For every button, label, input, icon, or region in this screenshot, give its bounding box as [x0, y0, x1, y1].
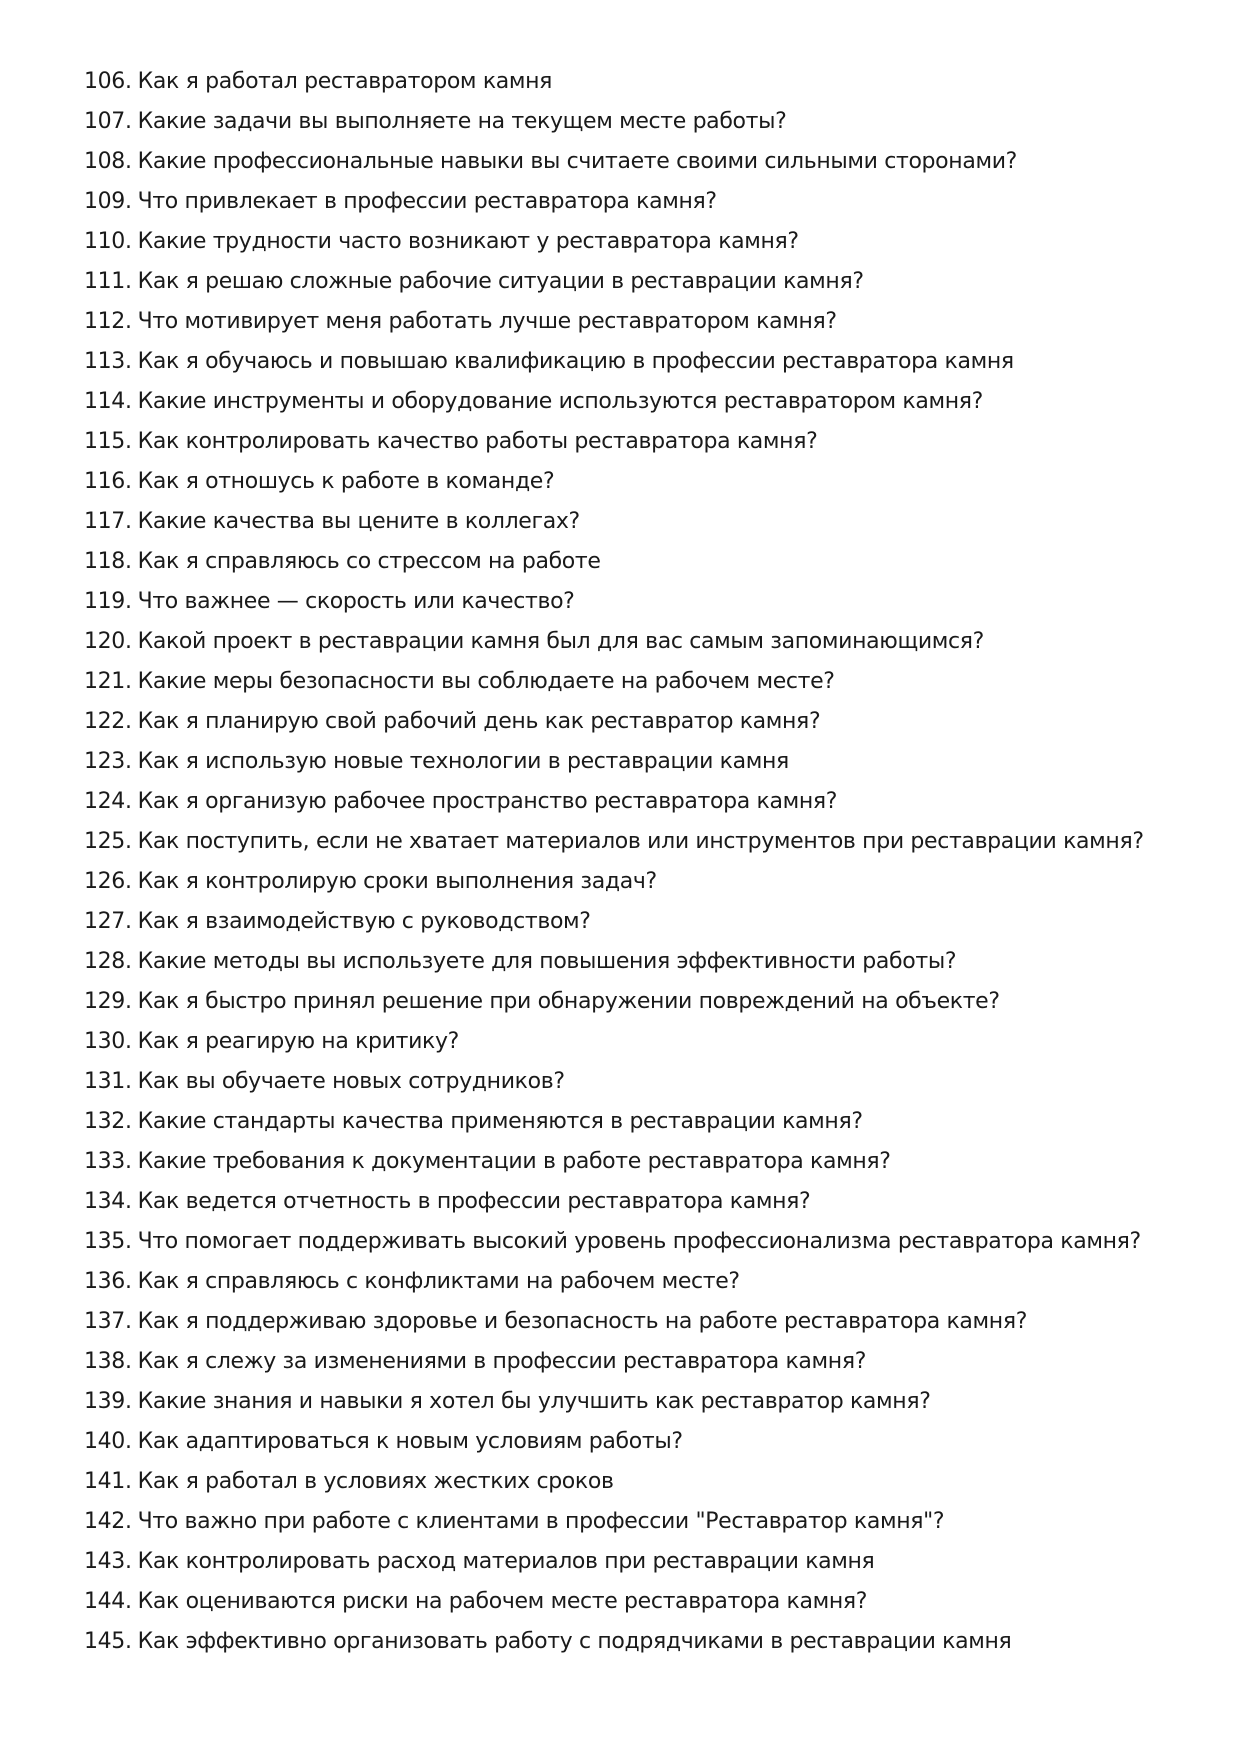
question-item	[84, 462, 1204, 502]
question-number: 109.	[84, 189, 132, 214]
question-text: Как я поддерживаю здоровье и безопасность на работе реставратора камня?	[137, 1309, 1028, 1334]
question-text: Как я работал реставратором камня	[137, 69, 553, 94]
question-text: Как я слежу за изменениями в профессии реставратора камня?	[137, 1349, 867, 1374]
question-item	[84, 342, 1204, 382]
question-number: 137.	[84, 1309, 132, 1334]
question-text: Что важно при работе с клиентами в профессии "Реставратор камня"?	[137, 1509, 945, 1534]
question-number: 120.	[84, 629, 132, 654]
question-number: 127.	[84, 909, 132, 934]
question-item	[84, 1102, 1204, 1142]
question-text: Как я быстро принял решение при обнаружении повреждений на объекте?	[137, 989, 1000, 1014]
question-number: 111.	[84, 269, 132, 294]
question-number: 128.	[84, 949, 132, 974]
question-text: Как я реагирую на критику?	[137, 1029, 459, 1054]
question-number: 144.	[84, 1589, 132, 1614]
question-text: Как я взаимодействую с руководством?	[137, 909, 591, 934]
question-item	[84, 1502, 1204, 1542]
question-number: 116.	[84, 469, 132, 494]
question-number: 119.	[84, 589, 132, 614]
question-item	[84, 702, 1204, 742]
question-number: 141.	[84, 1469, 132, 1494]
question-text: Как адаптироваться к новым условиям работы?	[137, 1429, 683, 1454]
question-number: 130.	[84, 1029, 132, 1054]
question-item	[84, 862, 1204, 902]
question-number: 107.	[84, 109, 132, 134]
question-text: Как ведется отчетность в профессии реставратора камня?	[137, 1189, 811, 1214]
question-item	[84, 222, 1204, 262]
question-item	[84, 982, 1204, 1022]
question-item	[84, 1062, 1204, 1102]
question-item	[84, 1022, 1204, 1062]
question-item	[84, 542, 1204, 582]
question-text: Как я обучаюсь и повышаю квалификацию в профессии реставратора камня	[137, 349, 1014, 374]
question-number: 132.	[84, 1109, 132, 1134]
question-text: Как оцениваются риски на рабочем месте реставратора камня?	[137, 1589, 868, 1614]
question-text: Как я организую рабочее пространство реставратора камня?	[137, 789, 838, 814]
question-text: Как эффективно организовать работу с подрядчиками в реставрации камня	[137, 1629, 1012, 1654]
question-number: 129.	[84, 989, 132, 1014]
question-item	[84, 742, 1204, 782]
question-text: Какие инструменты и оборудование используются реставратором камня?	[137, 389, 983, 414]
question-text: Какие качества вы цените в коллегах?	[137, 509, 580, 534]
question-text: Что привлекает в профессии реставратора камня?	[137, 189, 717, 214]
question-number: 134.	[84, 1189, 132, 1214]
question-number: 122.	[84, 709, 132, 734]
question-text: Как я контролирую сроки выполнения задач?	[137, 869, 657, 894]
question-number: 125.	[84, 829, 132, 854]
question-item	[84, 1582, 1204, 1622]
question-text: Какие знания и навыки я хотел бы улучшить как реставратор камня?	[137, 1389, 931, 1414]
question-item	[84, 1262, 1204, 1302]
question-text: Что важнее — скорость или качество?	[137, 589, 575, 614]
question-number: 115.	[84, 429, 132, 454]
question-number: 135.	[84, 1229, 132, 1254]
question-text: Что мотивирует меня работать лучше реставратором камня?	[137, 309, 837, 334]
question-item	[84, 62, 1204, 102]
question-item	[84, 182, 1204, 222]
question-list	[84, 62, 1204, 1662]
question-item	[84, 1302, 1204, 1342]
question-text: Какие профессиональные навыки вы считаете своими сильными сторонами?	[137, 149, 1017, 174]
question-item	[84, 622, 1204, 662]
question-text: Как поступить, если не хватает материалов или инструментов при реставрации камня?	[137, 829, 1144, 854]
question-item	[84, 382, 1204, 422]
question-number: 123.	[84, 749, 132, 774]
question-item	[84, 1342, 1204, 1382]
question-number: 139.	[84, 1389, 132, 1414]
question-text: Как я справляюсь со стрессом на работе	[137, 549, 601, 574]
question-item	[84, 942, 1204, 982]
question-number: 126.	[84, 869, 132, 894]
question-text: Какие методы вы используете для повышения эффективности работы?	[137, 949, 957, 974]
question-number: 113.	[84, 349, 132, 374]
question-item	[84, 1622, 1204, 1662]
question-item	[84, 1462, 1204, 1502]
question-number: 143.	[84, 1549, 132, 1574]
question-number: 114.	[84, 389, 132, 414]
question-text: Как контролировать качество работы реставратора камня?	[137, 429, 818, 454]
question-item	[84, 782, 1204, 822]
question-text: Что помогает поддерживать высокий уровень профессионализма реставратора камня?	[137, 1229, 1141, 1254]
question-item	[84, 822, 1204, 862]
question-text: Как контролировать расход материалов при реставрации камня	[137, 1549, 875, 1574]
question-text: Как я справляюсь с конфликтами на рабочем месте?	[137, 1269, 740, 1294]
question-number: 145.	[84, 1629, 132, 1654]
question-number: 138.	[84, 1349, 132, 1374]
question-number: 133.	[84, 1149, 132, 1174]
question-number: 106.	[84, 69, 132, 94]
question-number: 108.	[84, 149, 132, 174]
question-text: Как я использую новые технологии в реставрации камня	[137, 749, 789, 774]
question-number: 140.	[84, 1429, 132, 1454]
question-text: Как вы обучаете новых сотрудников?	[137, 1069, 565, 1094]
question-item	[84, 1382, 1204, 1422]
question-number: 136.	[84, 1269, 132, 1294]
question-item	[84, 422, 1204, 462]
question-item	[84, 302, 1204, 342]
question-text: Как я отношусь к работе в команде?	[137, 469, 555, 494]
question-item	[84, 1142, 1204, 1182]
question-item	[84, 262, 1204, 302]
question-number: 124.	[84, 789, 132, 814]
question-number: 112.	[84, 309, 132, 334]
question-item	[84, 1222, 1204, 1262]
question-text: Какие трудности часто возникают у реставратора камня?	[137, 229, 799, 254]
question-item	[84, 102, 1204, 142]
question-number: 121.	[84, 669, 132, 694]
question-item	[84, 1542, 1204, 1582]
question-text: Какие требования к документации в работе реставратора камня?	[137, 1149, 891, 1174]
question-number: 118.	[84, 549, 132, 574]
question-item	[84, 142, 1204, 182]
question-text: Как я работал в условиях жестких сроков	[137, 1469, 614, 1494]
question-text: Какой проект в реставрации камня был для вас самым запоминающимся?	[137, 629, 984, 654]
question-item	[84, 582, 1204, 622]
question-text: Как я решаю сложные рабочие ситуации в реставрации камня?	[137, 269, 864, 294]
question-text: Какие задачи вы выполняете на текущем месте работы?	[137, 109, 787, 134]
question-item	[84, 902, 1204, 942]
question-number: 142.	[84, 1509, 132, 1534]
question-text: Какие стандарты качества применяются в реставрации камня?	[137, 1109, 863, 1134]
question-number: 117.	[84, 509, 132, 534]
question-item	[84, 662, 1204, 702]
question-item	[84, 502, 1204, 542]
question-text: Как я планирую свой рабочий день как реставратор камня?	[137, 709, 821, 734]
question-number: 110.	[84, 229, 132, 254]
question-number: 131.	[84, 1069, 132, 1094]
question-text: Какие меры безопасности вы соблюдаете на рабочем месте?	[137, 669, 835, 694]
question-item	[84, 1182, 1204, 1222]
question-item	[84, 1422, 1204, 1462]
